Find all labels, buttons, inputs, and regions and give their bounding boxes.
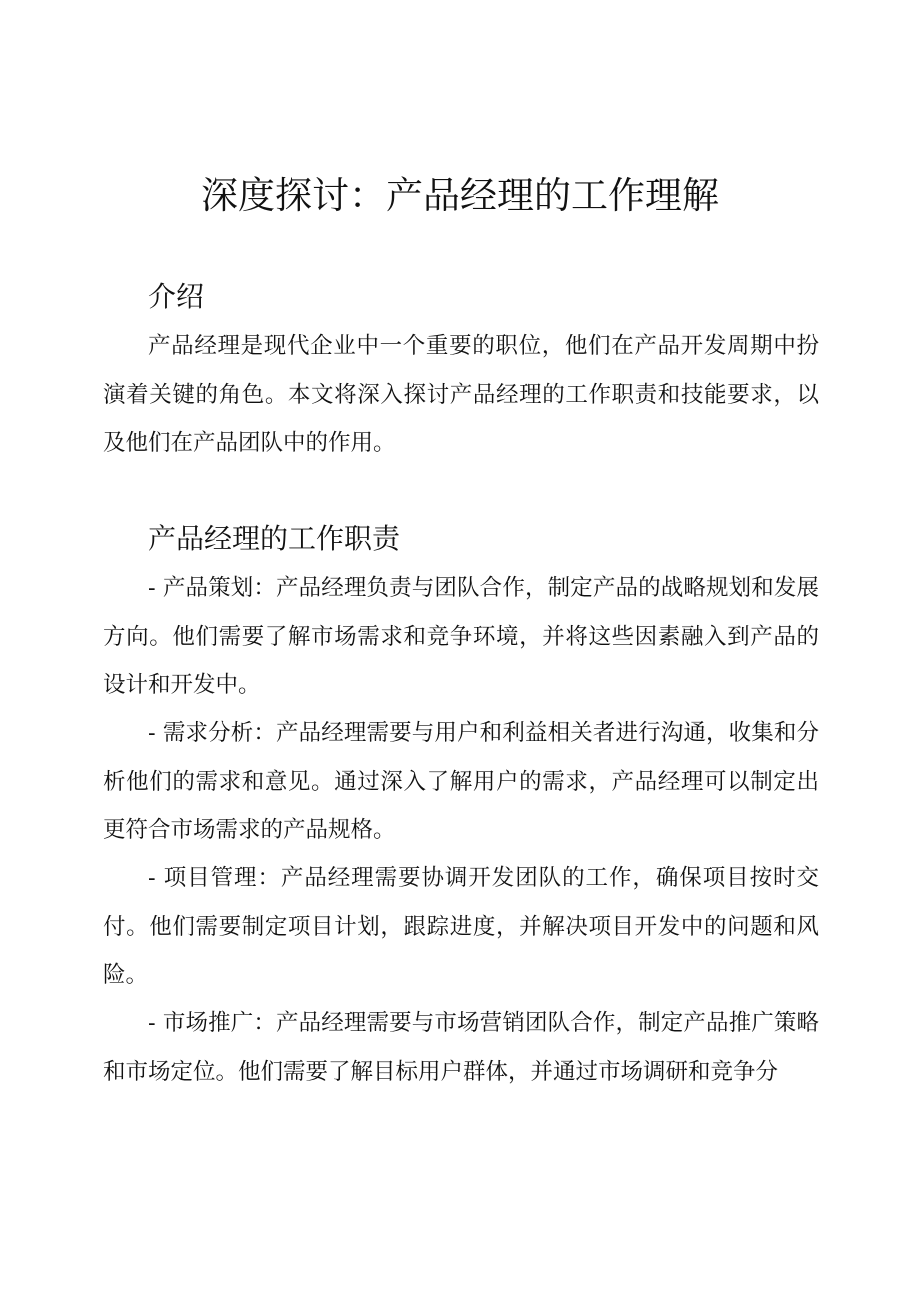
responsibility-project-management: - 项目管理：产品经理需要协调开发团队的工作，确保项目按时交付。他们需要制定项目计划，跟踪进度，并解决项目开发中的问题和风险。: [103, 865, 819, 988]
responsibility-requirements-analysis: - 需求分析：产品经理需要与用户和利益相关者进行沟通，收集和分析他们的需求和意见。通过深入了解用户的需求，产品经理可以制定出更符合市场需求的产品规格。: [103, 720, 819, 843]
section-heading-responsibilities: 产品经理的工作职责: [148, 522, 401, 555]
section-heading-intro: 介绍: [148, 280, 205, 313]
intro-paragraph: 产品经理是现代企业中一个重要的职位，他们在产品开发周期中扮演着关键的角色。本文将深入探讨产品经理的工作职责和技能要求，以及他们在产品团队中的作用。: [103, 333, 819, 456]
document-title: 深度探讨：产品经理的工作理解: [201, 174, 719, 217]
responsibility-marketing-promotion: - 市场推广：产品经理需要与市场营销团队合作，制定产品推广策略和市场定位。他们需要了解目标用户群体，并通过市场调研和竞争分: [103, 1010, 819, 1085]
responsibility-product-planning: - 产品策划：产品经理负责与团队合作，制定产品的战略规划和发展方向。他们需要了解市场需求和竞争环境，并将这些因素融入到产品的设计和开发中。: [103, 575, 819, 698]
